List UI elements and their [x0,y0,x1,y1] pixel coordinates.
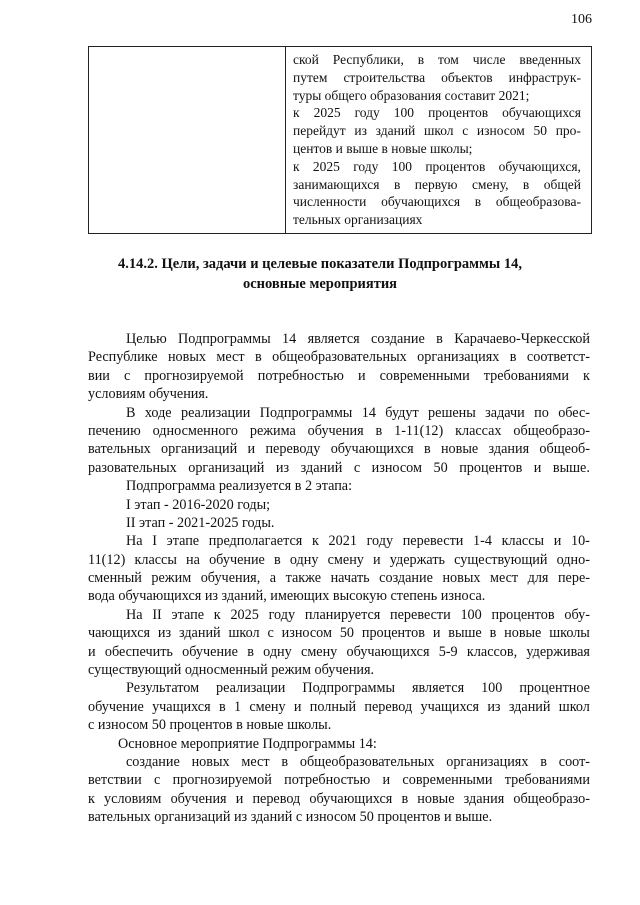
paragraph-line: и обеспечить обучение в одну смену обучающихся 5-9 классов, удерживая [88,643,590,660]
continuation-table [88,46,592,234]
table-cell-line: занимающихся в первую смену, в общей [293,176,581,192]
paragraph-line: печению односменного режима обучения в 1-11(12) классах общеобразо- [88,422,590,439]
section-heading-line-2: основные мероприятия [242,276,398,292]
table-cell-line: путем строительства объектов инфраструк- [293,69,581,85]
paragraph-line: вии с прогнозируемой потребностью и современными требованиями к [88,367,590,384]
paragraph-line: к условиям обучения и перевод обучающихся в новые здания общеобразо- [88,790,590,807]
paragraph-line: сменный режим обучения, а также начать создание новых мест для пере- [88,570,590,587]
paragraph-line: разовательных организаций из зданий с износом 50 процентов и выше. [88,459,590,476]
page-number: 106 [571,12,592,27]
table-left-cell [89,47,286,233]
table-cell-line: центов и выше в новые школы; [293,140,473,156]
paragraph-line: вода обучающихся из зданий, имеющих высокую степень износа. [88,588,486,605]
section-heading-line-1: 4.14.2. Цели, задачи и целевые показатели Подпрограммы 14, [118,256,522,272]
table-cell-line: численности обучающихся в общеобразова- [293,194,581,210]
paragraph-line: вательных организаций из зданий с износом 50 процентов и выше. [88,809,493,826]
body-text [88,330,590,827]
paragraph-line: Подпрограмма реализуется в 2 этапа: [126,478,353,495]
paragraph-line: ветствии с прогнозируемой потребностью и современными требованиями [88,772,590,789]
paragraph-line: Основное мероприятие Подпрограммы 14: [118,735,377,752]
paragraph-line: На II этапе к 2025 году планируется перевести 100 процентов обу- [126,606,590,623]
paragraph-line: чающихся из зданий школ с износом 50 процентов и выше в новые школы [88,625,590,642]
paragraph-line: существующий односменный режим обучения. [88,662,375,679]
paragraph-line: Целью Подпрограммы 14 является создание в Карачаево-Черкесской [126,331,590,347]
paragraph-line: II этап - 2021-2025 годы. [126,514,275,531]
table-cell-line: к 2025 году 100 процентов обучающихся, [293,158,581,174]
paragraph-line: На I этапе предполагается к 2021 году перевести 1-4 классы и 10- [126,533,590,550]
table-cell-line: тельных организациях [293,212,423,228]
paragraph-line: с износом 50 процентов в новые школы. [88,717,332,734]
table-cell-line: к 2025 году 100 процентов обучающихся [293,105,581,121]
table-cell-line: ской Республики, в том числе введенных [293,52,581,67]
paragraph-line: условиям обучения. [88,386,209,403]
paragraph-line: вательных организаций и переводу обучающихся в новые здания общеоб- [88,441,590,458]
table-cell-line: туры общего образования составит 2021; [293,87,530,103]
paragraph-line: I этап - 2016-2020 годы; [126,496,271,513]
paragraph-line: В ходе реализации Подпрограммы 14 будут решены задачи по обес- [126,404,590,421]
section-heading [0,254,640,294]
paragraph-line: Результатом реализации Подпрограммы является 100 процентное [126,680,590,697]
paragraph-line: 11(12) классы на обучение в одну смену и удержать существующий одно- [88,551,590,568]
paragraph-line: создание новых мест в общеобразовательных организациях в соот- [126,753,590,770]
table-right-cell [293,51,581,229]
table-cell-line: перейдут из зданий школ с износом 50 про- [293,123,581,139]
paragraph-line: Республике новых мест в общеобразовательных организациях в соответст- [88,349,590,366]
paragraph-line: обучение учащихся в 1 смену и полный перевод учащихся из зданий школ [88,698,590,715]
